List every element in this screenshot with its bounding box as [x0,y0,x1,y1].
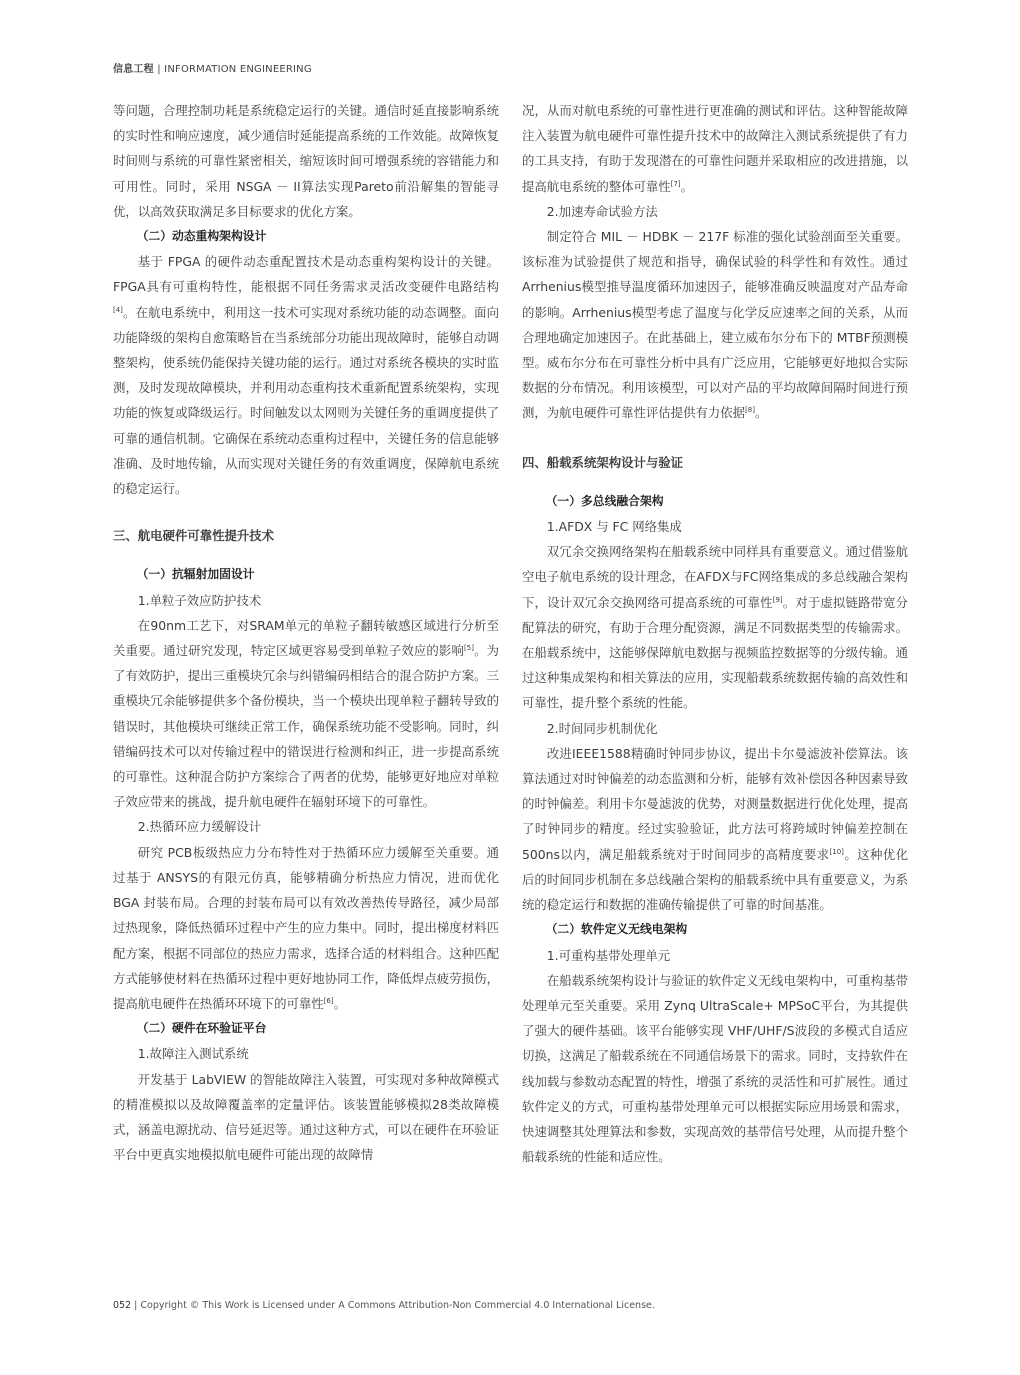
subsection-heading: （二）软件定义无线电架构 [545,922,688,937]
sub-subsection-heading: 1.AFDX 与 FC 网络集成 [546,519,682,535]
subsection-heading: （一）抗辐射加固设计 [136,567,255,582]
paragraph: 改进IEEE1588精确时钟同步协议，提出卡尔曼滤波补偿算法。该算法通过对时钟偏差的动态监测和分析，能够有效补偿因各种因素导致的时钟偏差。利用卡尔曼滤波的优势，对测量数据进行优化处理，提高了时钟同步的精度。经过实验验证，此方法可将跨域时钟偏差控制在500ns以内，满足船载系统对于时间同步的高精度要求[10]。这种优化后的时间同步机制在多总线融合架构的船载系统中具有重要意义，为系统的稳定运行和数据的准确传输提供了可靠的时间基准。 [522,745,909,913]
citation: [6] [323,996,334,1005]
citation: [7] [670,179,681,188]
paragraph: 制定符合 MIL － HDBK － 217F 标准的强化试验剖面至关重要。该标准为试验提供了规范和指导，确保试验的科学性和有效性。通过 Arrhenius模型推导温度循环加速因子，能够准确反映温度对产品寿命的影响。Arrhenius模型考虑了温度与化学反应速率之间的关系，从而合理地确定加速因子。在此基础上，建立威布尔分布下的 MTBF预测模型。威布尔分布在可靠性分析中具有广泛应用，它能够更好地拟合实际数据的分布情况。利用该模型，可以对产品的平均故障间隔时间进行预测，为航电硬件可靠性评估提供有力依据[8]。 [522,229,908,421]
footer-separator: | [134,1300,138,1311]
sub-subsection-heading: 1.故障注入测试系统 [137,1046,249,1062]
citation: [9] [772,595,783,604]
journal-name-en: INFORMATION ENGINEERING [164,64,312,75]
paragraph: 开发基于 LabVIEW 的智能故障注入装置，可实现对多种故障模式的精准模拟以及故障覆盖率的定量评估。该装置能够模拟28类故障模式，涵盖电源扰动、信号延迟等。通过这种方式，可以在硬件在环验证平台中更真实地模拟航电硬件可能出现的故障情 [113,1071,499,1163]
section-heading: 四、船载系统架构设计与验证 [522,454,684,470]
sub-subsection-heading: 2.时间同步机制优化 [546,720,658,736]
left-column [113,98,499,1167]
subsection-heading: （二）动态重构架构设计 [136,229,267,244]
subsection-heading: （一）多总线融合架构 [545,493,664,508]
paragraph: 在90nm工艺下，对SRAM单元的单粒子翻转敏感区域进行分析至关重要。通过研究发现，特定区域更容易受到单粒子效应的影响[5]。为了有效防护，提出三重模块冗余与纠错编码相结合的混合防护方案。三重模块冗余能够提供多个备份模块，当一个模块出现单粒子翻转导致的错误时，其他模块可继续正常工作，确保系统功能不受影响。同时，纠错编码技术可以对传输过程中的错误进行检测和纠正，进一步提高系统的可靠性。这种混合防护方案综合了两者的优势，能够更好地应对单粒子效应带来的挑战，提升航电硬件在辐射环境下的可靠性。 [113,617,500,810]
subsection-heading: （二）硬件在环验证平台 [136,1021,267,1036]
citation: [10] [829,847,844,856]
header-separator: | [157,64,161,75]
sub-subsection-heading: 1.单粒子效应防护技术 [137,592,262,608]
page-footer [113,1300,655,1311]
paragraph: 基于 FPGA 的硬件动态重配置技术是动态重构架构设计的关键。FPGA具有可重构特性，能根据不同任务需求灵活改变硬件电路结构[4]。在航电系统中，利用这一技术可实现对系统功能的动态调整。面向功能降级的架构自愈策略旨在当系统部分功能出现故障时，能够自动调整架构，使系统仍能保持关键功能的运行。通过对系统各模块的实时监测，及时发现故障模块，并利用动态重构技术重新配置系统架构，实现功能的恢复或降级运行。时间触发以太网则为关键任务的重调度提供了可靠的通信机制。它确保在系统动态重构过程中，关键任务的信息能够准确、及时地传输，从而实现对关键任务的有效重调度，保障航电系统的稳定运行。 [113,254,499,497]
license-text: Copyright © This Work is Licensed under A Commons Attribution-Non Commercial 4.0 International License. [140,1300,655,1311]
paragraph: 研究 PCB板级热应力分布特性对于热循环应力缓解至关重要。通过基于 ANSYS的有限元仿真，能够精确分析热应力情况，进而优化 BGA 封装布局。合理的封装布局可以有效改善热传导路径，减少局部过热现象，降低热循环过程中产生的应力集中。同时，提出梯度材料匹配方案，根据不同部位的热应力需求，选择合适的材料组合。这种匹配方式能够使材料在热循环过程中更好地协同工作，降低焊点疲劳损伤，提高航电硬件在热循环环境下的可靠性[6]。 [113,844,499,1011]
sub-subsection-heading: 2.热循环应力缓解设计 [137,819,262,835]
paragraph: 在船载系统架构设计与验证的软件定义无线电架构中，可重构基带处理单元至关重要。采用 Zynq UltraScale+ MPSoC平台，为其提供了强大的硬件基础。该平台能够实现 VHF/UHF/S波段的多模式自适应切换，这满足了船载系统在不同通信场景下的需求。同时，支持软件在线加载与参数动态配置的特性，增强了系统的灵活性和可扩展性。通过软件定义的方式，可重构基带处理单元可以根据实际应用场景和需求，快速调整其处理算法和参数，实现高效的基带信号处理，从而提升整个船载系统的性能和适应性。 [522,972,908,1165]
journal-name-cn: 信息工程 [113,64,154,75]
running-header [113,60,312,75]
right-column [522,98,908,1169]
paragraph: 双冗余交换网络架构在船载系统中同样具有重要意义。通过借鉴航空电子航电系统的设计理念，在AFDX与FC网络集成的多总线融合架构下，设计双冗余交换网络可提高系统的可靠性[9]。对于虚拟链路带宽分配算法的研究，有助于合理分配资源，满足不同数据类型的传输需求。在船载系统中，这能够保障航电数据与视频监控数据等的分级传输。通过这种集成架构和相关算法的应用，实现船载系统数据传输的高效性和可靠性，提升整个系统的性能。 [522,544,908,711]
paragraph: 等问题，合理控制功耗是系统稳定运行的关键。通信时延直接影响系统的实时性和响应速度，减少通信时延能提高系统的工作效能。故障恢复时间则与系统的可靠性紧密相关，缩短该时间可增强系统的容错能力和可用性。同时，采用 NSGA － II算法实现Pareto前沿解集的智能寻优，以高效获取满足多目标要求的优化方案。 [113,103,499,219]
sub-subsection-heading: 1.可重构基带处理单元 [546,947,671,963]
citation: [5] [464,644,474,653]
citation: [4] [113,305,123,314]
citation: [8] [745,406,755,415]
section-heading: 三、航电硬件可靠性提升技术 [113,528,275,544]
paragraph: 况，从而对航电系统的可靠性进行更准确的测试和评估。这种智能故障注入装置为航电硬件可靠性提升技术中的故障注入测试系统提供了有力的工具支持，有助于发现潜在的可靠性问题并采取相应的改进措施，以提高航电系统的整体可靠性[7]。 [522,103,908,194]
page-number: 052 [113,1300,132,1311]
sub-subsection-heading: 2.加速寿命试验方法 [546,203,658,219]
